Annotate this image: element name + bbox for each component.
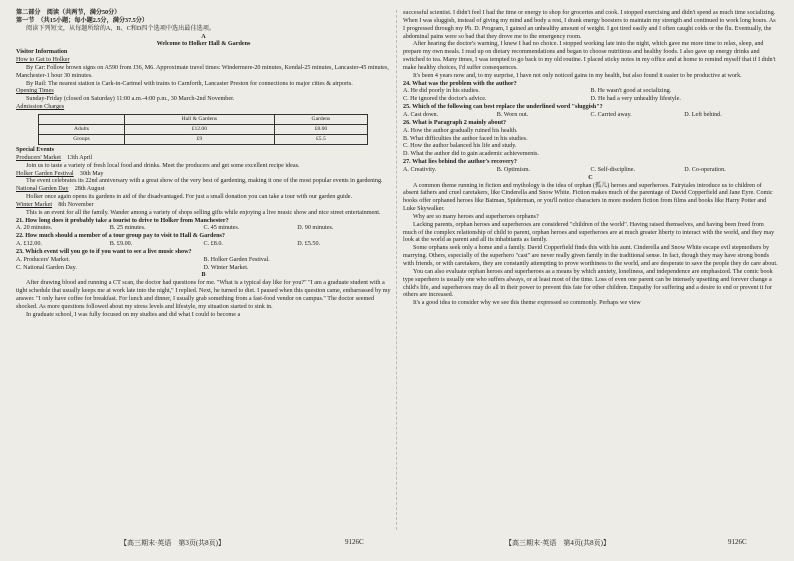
part-title: 第二部分 阅读（共两节，满分50分） bbox=[16, 10, 121, 16]
passage-c-paragraph: It's a good idea to consider why we see this theme expressed so commonly. Perhaps we view bbox=[413, 300, 641, 307]
passage-a-letter: A bbox=[201, 33, 206, 40]
passage-a-title: Welcome to Holker Hall & Gardens bbox=[156, 41, 251, 48]
question-stem: 24. What was the problem with the author? bbox=[403, 80, 517, 87]
event-heading bbox=[16, 155, 391, 163]
option: C. He ignored the doctor's advice. bbox=[403, 96, 487, 103]
option: A. How the author gradually ruined his health. bbox=[403, 127, 518, 134]
how-to-get-heading: How to Get to Holker bbox=[16, 57, 70, 64]
event-name: Producers' Market bbox=[16, 154, 61, 161]
question-stem: 25. Which of the following can best replace the underlined word "sluggish"? bbox=[403, 104, 603, 111]
event-date: 8th November bbox=[58, 201, 94, 208]
event-text: The event celebrates its 22nd anniversary with a great show of the very best of gardening, making it one of the most popular events in gardening. bbox=[26, 178, 383, 185]
event-date: 13th April bbox=[67, 154, 93, 161]
admission-heading: Admission Charges bbox=[16, 104, 65, 111]
option: B. He wasn't good at socializing. bbox=[590, 88, 672, 95]
by-car-text: By Car: Follow brown signs on A590 from J36, M6. Approximate travel times: Windermere-20 minutes, Kendal-25 minutes, Lancaster-45 minutes, Manchester-1 hour 30 minutes. bbox=[16, 64, 389, 79]
section-title: 第一节 （共15小题；每小题2.5分，满分37.5分） bbox=[16, 17, 149, 24]
left-page bbox=[16, 10, 391, 320]
passage-b-paragraph: successful scientist. I didn't feel I had the time or energy to shop for groceries and cook. I stopped exercising and didn't spend as much time socializing. When I was sluggish, instead of giving my mind and body a rest, I drank energy boosters to maintain my strength and continued to work long hours. As I progressed through my Ph. D. Program, I gained an unhealthy amount of weight. I got tired easily and I often caught colds or the flu. Eventually, the abdominal pains were so bad that they drove me to the emergency room. bbox=[403, 10, 776, 40]
page-divider bbox=[396, 10, 397, 530]
question-stem: 27. What lies behind the author's recovery? bbox=[403, 159, 517, 166]
option: D. 90 minutes. bbox=[297, 225, 334, 232]
passage-c-paragraph: Lacking parents, orphan heroes and superheroes are considered "children of the world". Having raised themselves, and having been freed from much of the complex relationship of child to parent, orphan heroes and superheroes are at much greater liberty to interact with the world, and they may look at the world as parent and all its inhabitants as family. bbox=[403, 221, 775, 244]
option: A. He did poorly in his studies. bbox=[403, 88, 480, 95]
option: C. Self-discipline. bbox=[590, 166, 636, 173]
table-cell: £12.00 bbox=[124, 124, 274, 134]
question-options bbox=[16, 241, 391, 249]
passage-b-paragraph: In graduate school, I was fully focused on my studies and did what I could to become a bbox=[26, 311, 241, 318]
event-name: Winter Market bbox=[16, 201, 53, 208]
left-footer-code: 9126C bbox=[345, 538, 364, 546]
option: C. 45 minutes. bbox=[203, 225, 240, 232]
option: D. He had a very unhealthy lifestyle. bbox=[590, 96, 681, 103]
option: C. How the author balanced his life and study. bbox=[403, 143, 517, 150]
option: D. Co-operation. bbox=[684, 166, 726, 173]
option: D. What the author did to gain academic achievements. bbox=[403, 151, 539, 158]
opening-times-text: Sunday-Friday (closed on Saturday) 11:00 a.m.-4:00 p.m., 30 March-2nd November. bbox=[26, 96, 235, 103]
option: A. £12.00. bbox=[16, 241, 42, 248]
option: D. £5.50. bbox=[297, 241, 321, 248]
event-text: Join us to taste a variety of fresh local food and drinks. Meet the producers and get some excellent recipe ideas. bbox=[26, 162, 300, 169]
event-text: This is an event for all the family. Wander among a variety of shops selling gifts while enjoying a live music show and nice street entertainment. bbox=[26, 209, 381, 216]
table-cell: £9 bbox=[124, 134, 274, 144]
passage-b-paragraph: It's been 4 years now and, to my surprise, I have not only noticed gains in my health, but also found it easier to be productive at work. bbox=[413, 72, 742, 79]
admission-table bbox=[38, 114, 368, 145]
option: B. £9.00. bbox=[109, 241, 133, 248]
table-cell: Adults bbox=[39, 124, 125, 134]
table-row bbox=[39, 124, 368, 134]
option: C. Carried away. bbox=[590, 111, 632, 118]
event-name: Holker Garden Festival bbox=[16, 170, 74, 177]
question-stem: 21. How long does it probably take a tourist to drive to Holker from Manchester? bbox=[16, 217, 229, 224]
question-options bbox=[16, 225, 391, 233]
option: B. What difficulties the author faced in his studies. bbox=[403, 135, 528, 142]
passage-b-paragraph: After hearing the doctor's warning, I knew I had no choice. I stopped working late into the night, which gave me more time to relax, sleep, and prepare my own meals. I read up on dietary recommendations and began to choose nutritious and healthy foods. I also gave up energy drinks and switched to tea. Many times, I was tempted to go back to my old routine. I placed sticky notes in my office and at home to remind myself that if I didn't make healthy choices, I'd suffer consequences. bbox=[403, 41, 776, 71]
option: B. Optimism. bbox=[496, 166, 531, 173]
option: D. Left behind. bbox=[684, 111, 722, 118]
option: A. Cast down. bbox=[403, 111, 439, 118]
passage-b-paragraph: After drawing blood and running a CT scan, the doctor had questions for me. "What is a typical day like for you?" "I am a graduate student with a tight schedule that usually keeps me at work late into the night," I replied. Next, he turned to diet. I paused when this question came, embarrassed by my answer. "I only have coffee for breakfast. For lunch and dinner, I usually grab something from a fast-food vendor on campus." The doctor seemed shocked. As more questions followed about my stress levels and lifestyle, my situation started to sink in. bbox=[16, 280, 391, 310]
table-row bbox=[39, 134, 368, 144]
left-footer: 【高三期末·英语 第3页(共8页)】 bbox=[120, 539, 225, 547]
passage-c-paragraph: Why are so many heroes and superheroes orphans? bbox=[413, 213, 539, 220]
question-options bbox=[403, 167, 778, 175]
option: D. Winter Market. bbox=[203, 264, 249, 271]
table-header-cell bbox=[39, 114, 125, 124]
option: A. Producers' Market. bbox=[16, 256, 70, 263]
opening-times-heading: Opening Times bbox=[16, 88, 54, 95]
event-name: National Garden Day bbox=[16, 186, 69, 193]
question-options bbox=[16, 257, 391, 265]
event-heading bbox=[16, 202, 391, 210]
event-text: Holker once again opens its gardens in aid of the disadvantaged. For just a small donation you can take a tour with our garden guide. bbox=[26, 194, 353, 201]
table-cell: Groups bbox=[39, 134, 125, 144]
instruction: 阅读下列短文，从每题所给的A、B、C和D四个选项中选出最佳选项。 bbox=[26, 25, 216, 32]
event-heading bbox=[16, 186, 391, 194]
right-footer-code: 9126C bbox=[728, 538, 747, 546]
passage-c-paragraph: Some orphans seek only a home and a family. David Copperfield finds this with his aunt. Cinderella and Snow White escape evil stepmothers by marrying. Others, especially of the superhero "cast" are never really given family in the traditional sense. In fact, though they may have strong bonds with friends, or with caretakers, they are constantly attempting to prove worthiness to the world, and are desperate to save the people they do care about. bbox=[403, 245, 778, 267]
question-options bbox=[16, 265, 391, 273]
option: C. National Garden Day. bbox=[16, 264, 77, 271]
option: B. Worn out. bbox=[496, 111, 529, 118]
option: A. Creativity. bbox=[403, 166, 437, 173]
table-header-cell: Gardens bbox=[274, 114, 367, 124]
event-date: 30th May bbox=[79, 170, 104, 177]
option: C. £8.0. bbox=[203, 241, 223, 248]
option: A. 20 minutes. bbox=[16, 225, 53, 232]
question-stem: 23. Which event will you go to if you want to see a live music show? bbox=[16, 248, 192, 255]
question-stem: 26. What is Paragraph 2 mainly about? bbox=[403, 119, 507, 126]
option: B. 25 minutes. bbox=[109, 225, 146, 232]
event-date: 28th August bbox=[74, 186, 105, 193]
by-rail-text: By Rail: The nearest station is Cark-in-Cartmel with trains to Carnforth, Lancaster Preston for connections to major cities & airports. bbox=[26, 80, 353, 87]
question-options bbox=[403, 112, 778, 120]
question-options bbox=[403, 96, 778, 104]
option: B. Holker Garden Festival. bbox=[203, 256, 270, 263]
right-page bbox=[403, 10, 778, 308]
special-events-heading: Special Events bbox=[16, 146, 55, 153]
table-header-cell: Hall & Gardens bbox=[124, 114, 274, 124]
table-header-row bbox=[39, 114, 368, 124]
passage-c-letter: C bbox=[588, 174, 593, 181]
table-cell: £5.5 bbox=[274, 134, 367, 144]
question-stem: 22. How much should a member of a tour group pay to visit to Hall & Gardens? bbox=[16, 233, 225, 240]
passage-c-paragraph: You can also evaluate orphan heroes and superheroes as a means by which anxiety, loneliness, and independence are emphasized. The comic book type superhero is usually one who suffers always, or at least most of the time. Loss of even one parent can be intensely upsetting and forever change a child's life, and superheroes may do all in their power to prevent this fate for other children. Empathy for suffering and a desire to end or prevent it for others are increased. bbox=[403, 268, 773, 299]
table-cell: £8.00 bbox=[274, 124, 367, 134]
passage-c-paragraph: A common theme running in fiction and mythology is the idea of orphan (孤儿) heroes and superheroes. Fairytales introduce us to children of absent fathers and cruel caretakers, like Cinderella and Snow White. Fiction makes much of the parentage of David Copperfield and Jane Eyre. Comic books offer orphaned heroes like Batman, Spiderman, or you'll notice characters in more modern fiction from films and books like Harry Potter and Luke Skywalker. bbox=[403, 182, 773, 213]
visitor-info-heading: Visitor Information bbox=[16, 49, 68, 56]
right-footer: 【高三期末·英语 第4页(共8页)】 bbox=[505, 539, 610, 547]
passage-b-letter: B bbox=[201, 272, 206, 279]
